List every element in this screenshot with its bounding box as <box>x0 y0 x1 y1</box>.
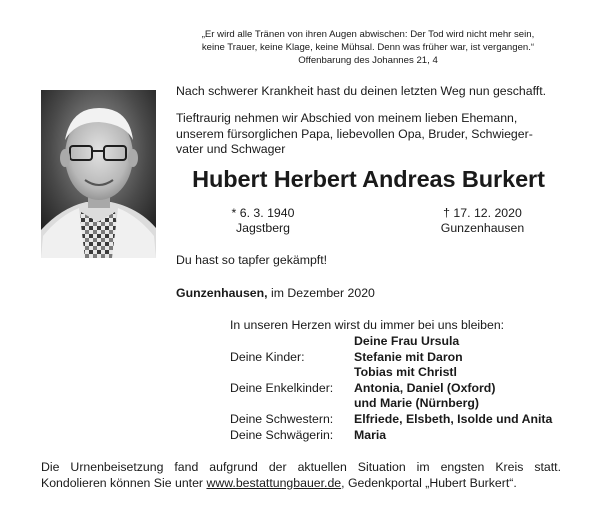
quote-source: Offenbarung des Johannes 21, 4 <box>298 55 438 66</box>
mourning-text <box>176 111 565 158</box>
condolence-prefix: Kondolieren können Sie unter <box>41 476 204 490</box>
portrait-photo-illustration <box>41 90 156 258</box>
quote-line-1: „Er wird alle Tränen von ihren Augen abwischen: Der Tod wird nicht mehr sein, <box>201 29 535 40</box>
family-row <box>230 334 504 350</box>
condolence-line <box>41 475 561 491</box>
family-member: Maria <box>354 427 387 442</box>
family-label: Deine Schwestern: <box>230 411 334 426</box>
family-label: Deine Enkelkinder: <box>230 380 334 395</box>
deceased-name: Hubert Herbert Andreas Burkert <box>192 166 545 192</box>
condolence-link[interactable]: www.bestattungbauer.de <box>206 476 342 490</box>
death-date: † 17. 12. 2020 <box>443 206 522 220</box>
family-member: Elfriede, Elsbeth, Isolde und Anita <box>354 411 553 426</box>
family-member: und Marie (Nürnberg) <box>354 396 480 411</box>
family-label: Deine Schwägerin: <box>230 427 334 442</box>
birth-info <box>218 206 308 236</box>
mourning-line-3: vater und Schwager <box>176 142 286 156</box>
intro-line: Nach schwerer Krankheit hast du deinen letzten Weg nun geschafft. <box>176 84 547 98</box>
death-info <box>430 206 535 236</box>
burial-note: Die Urnenbeisetzung fand aufgrund der aktuellen Situation im engsten Kreis statt. <box>41 460 561 474</box>
family-row <box>230 428 504 444</box>
family-row <box>230 411 553 428</box>
family-row <box>230 381 504 397</box>
family-member: Deine Frau Ursula <box>354 334 460 348</box>
family-member: Tobias mit Christl <box>354 365 457 380</box>
death-place: Gunzenhausen <box>440 221 525 235</box>
quote-line-2: keine Trauer, keine Klage, keine Mühsal. Denn was früher war, ist vergangen.“ <box>201 42 535 53</box>
date-text: im Dezember 2020 <box>270 286 375 300</box>
birth-place: Jagstberg <box>235 221 290 235</box>
family-label: Deine Kinder: <box>230 349 305 364</box>
family-row <box>230 365 504 381</box>
family-list <box>230 318 553 443</box>
brave-line: Du hast so tapfer gekämpft! <box>176 253 328 267</box>
family-member: Stefanie mit Daron <box>354 349 463 364</box>
mourning-line-2: unserem fürsorglichen Papa, liebevollen Opa, Bruder, Schwieger- <box>176 126 533 141</box>
birth-date: * 6. 3. 1940 <box>231 206 295 220</box>
condolence-suffix: , Gedenkportal „Hubert Burkert“. <box>341 476 517 490</box>
place-date-line <box>176 286 375 300</box>
family-member: Antonia, Daniel (Oxford) <box>354 380 496 395</box>
family-intro: In unseren Herzen wirst du immer bei uns bleiben: <box>230 318 505 332</box>
footer-note <box>41 459 561 491</box>
mourning-line-1: Tieftraurig nehmen wir Abschied von meinem lieben Ehemann, <box>176 111 518 125</box>
family-row <box>230 396 504 412</box>
bible-quote <box>176 28 560 67</box>
place-name: Gunzenhausen, <box>176 286 268 300</box>
family-row <box>230 350 504 366</box>
portrait-photo <box>41 90 156 258</box>
